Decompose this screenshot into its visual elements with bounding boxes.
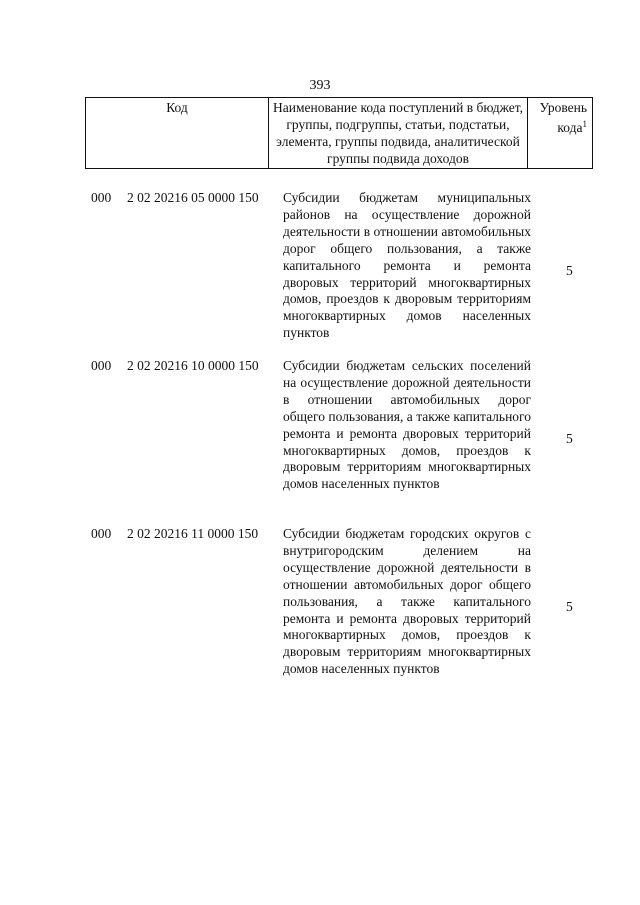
level-value: 5 bbox=[566, 599, 573, 614]
income-description: Субсидии бюджетам городских округов с внутригородским делением на осуществление дорожной деятельности в отношении автомобильных дорог общего пользования, а также капитального ремонта и ремонта дворовых территорий многоквартирных домов, проездов к дворовым территориям многоквартирных домов населенных пунктов bbox=[283, 526, 531, 677]
income-description: Субсидии бюджетам сельских поселений на осуществление дорожной деятельности в отношении автомобильных дорог общего пользования, а также капитального ремонта и ремонта дворовых территорий многоквартирных домов, проездов к дворовым территориям многоквартирных домов населенных пунктов bbox=[283, 358, 531, 492]
header-name-label: Наименование кода поступлений в бюджет, группы, подгруппы, статьи, подстатьи, элемента, группы подвида, аналитической группы подвида доходов bbox=[272, 100, 523, 166]
page-number: 393 bbox=[309, 78, 331, 93]
admin-code: 000 bbox=[91, 190, 112, 205]
header-name-cell bbox=[269, 98, 528, 169]
header-level-cell bbox=[528, 98, 593, 169]
header-level-footnote: 1 bbox=[582, 119, 587, 129]
header-level-label: Уровень кода bbox=[539, 100, 587, 135]
income-description: Субсидии бюджетам муниципальных районов на осуществление дорожной деятельности в отношении автомобильных дорог общего пользования, а также капитального ремонта и ремонта дворовых территорий многоквартирных домов, проездов к дворовым территориям многоквартирных домов населенных пунктов bbox=[283, 190, 531, 341]
income-code: 2 02 20216 05 0000 150 bbox=[127, 190, 259, 205]
header-code-label: Код bbox=[166, 100, 188, 115]
income-code: 2 02 20216 11 0000 150 bbox=[127, 526, 259, 541]
level-value: 5 bbox=[566, 263, 573, 278]
income-code: 2 02 20216 10 0000 150 bbox=[127, 358, 259, 373]
admin-code: 000 bbox=[91, 358, 112, 373]
level-value: 5 bbox=[566, 431, 573, 446]
admin-code: 000 bbox=[91, 526, 112, 541]
header-code-cell bbox=[86, 98, 269, 169]
table-header bbox=[85, 97, 593, 169]
